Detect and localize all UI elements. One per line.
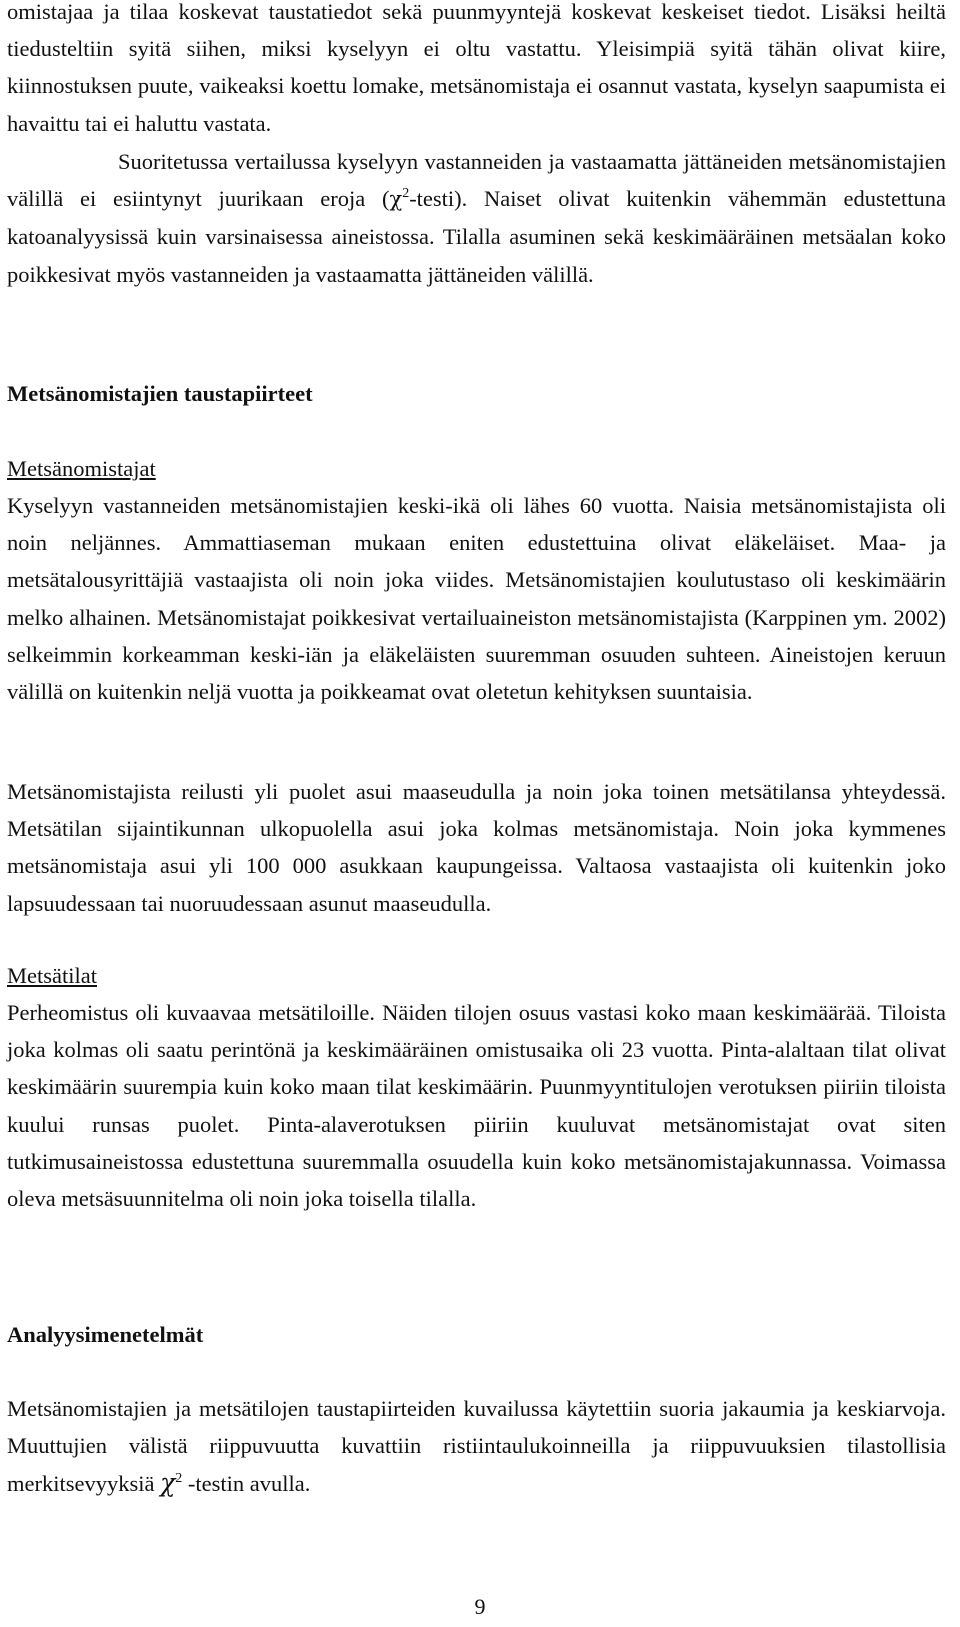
- asuinpaikka-paragraph: Metsänomistajista reilusti yli puolet asui maaseudulla ja noin joka toinen metsätilansa yhteydessä. Metsätilan sijaintikunnan ulkopuolella asui joka kolmas metsänomistaja. Noin joka kymmenes metsänomistaja asui yli 100 000 asukkaan kaupungeissa. Valtaosa vastaajista oli kuitenkin joko lapsuudessaan tai nuoruudessaan asunut maaseudulla.: [7, 779, 946, 916]
- analyysi-text-before: Metsänomistajien ja metsätilojen taustapiirteiden kuvailussa käytettiin suoria jakaumia ja keskiarvoja. Muuttujien välistä riippuvuutta kuvattiin ristiintaulukoinneilla ja riippuvuuksien tilastollisia merkitsevyyksiä: [7, 1396, 946, 1497]
- metsanomistajat-paragraph: Kyselyyn vastanneiden metsänomistajien keski-ikä oli lähes 60 vuotta. Naisia metsänomistajista oli noin neljännes. Ammattiaseman mukaan eniten edustettuina olivat eläkeläiset. Maa- ja metsätalousyrittäjiä vastaajista oli noin joka viides. Metsänomistajien koulutustaso oli keskimäärin melko alhainen. Metsänomistajat poikkesivat vertailuaineiston metsänomistajista (Karppinen ym. 2002) selkeimmin korkeamman keski-iän ja eläkeläisten suuremman osuuden suhteen. Aineistojen keruun välillä on kuitenkin neljä vuotta ja poikkeamat ovat oletetun kehityksen suuntaisia.: [7, 493, 946, 705]
- chi-symbol-large: χ: [160, 1468, 176, 1498]
- subheading-metsanomistajat: Metsänomistajat: [7, 456, 156, 481]
- page-number: 9: [474, 1594, 486, 1619]
- section-heading-taustapiirteet: Metsänomistajien taustapiirteet: [7, 381, 313, 406]
- intro-paragraph: omistajaa ja tilaa koskevat taustatiedot sekä puunmyyntejä koskevat keskeiset tiedot. Lisäksi heiltä tiedusteltiin syitä siihen, miksi kyselyyn ei oltu vastattu. Yleisimpiä syitä tähän olivat kiire, kiinnostuksen puute, vaikeaksi koettu lomake, metsänomistaja ei osannut vastata, kyselyn saapumista ei havaittu tai ei haluttu vastata.: [7, 0, 946, 136]
- section-heading-analyysimenetelmat: Analyysimenetelmät: [7, 1322, 204, 1347]
- subheading-metsatilat: Metsätilat: [7, 963, 97, 988]
- chi-symbol: χ: [389, 187, 403, 212]
- chi-superscript-large: 2: [175, 1471, 183, 1487]
- analyysi-text-after: -testin avulla.: [182, 1471, 311, 1497]
- comparison-paragraph: [7, 143, 946, 293]
- metsatilat-paragraph: Perheomistus oli kuvaavaa metsätiloille. Näiden tilojen osuus vastasi koko maan keskimäärää. Tiloista joka kolmas oli saatu perintönä ja keskimääräinen omistusaika oli 23 vuotta. Pinta-alaltaan tilat olivat keskimäärin suurempia kuin koko maan tilat keskimäärin. Puunmyyntitulojen verotuksen piiriin tiloista kuului runsas puolet. Pinta-alaverotuksen piiriin kuuluvat metsänomistajat ovat siten tutkimusaineistossa edustettuna suuremmalla osuudella kuin koko metsänomistajakunnassa. Voimassa oleva metsäsuunnitelma oli noin joka toisella tilalla.: [7, 1000, 946, 1212]
- comparison-text-before: Suoritetussa vertailussa kyselyyn vastanneiden ja vastaamatta jättäneiden metsänomistajien välillä ei esiintynyt juurikaan eroja (: [7, 149, 946, 212]
- comparison-text-after: -testi). Naiset olivat kuitenkin vähemmän edustettuna katoanalyysissä kuin varsinaisessa aineistossa. Tilalla asuminen sekä keskimääräinen metsäalan koko poikkesivat myös vastanneiden ja vastaamatta jättäneiden välillä.: [7, 186, 946, 287]
- chi-superscript: 2: [402, 186, 410, 202]
- analyysi-paragraph: [7, 1390, 946, 1503]
